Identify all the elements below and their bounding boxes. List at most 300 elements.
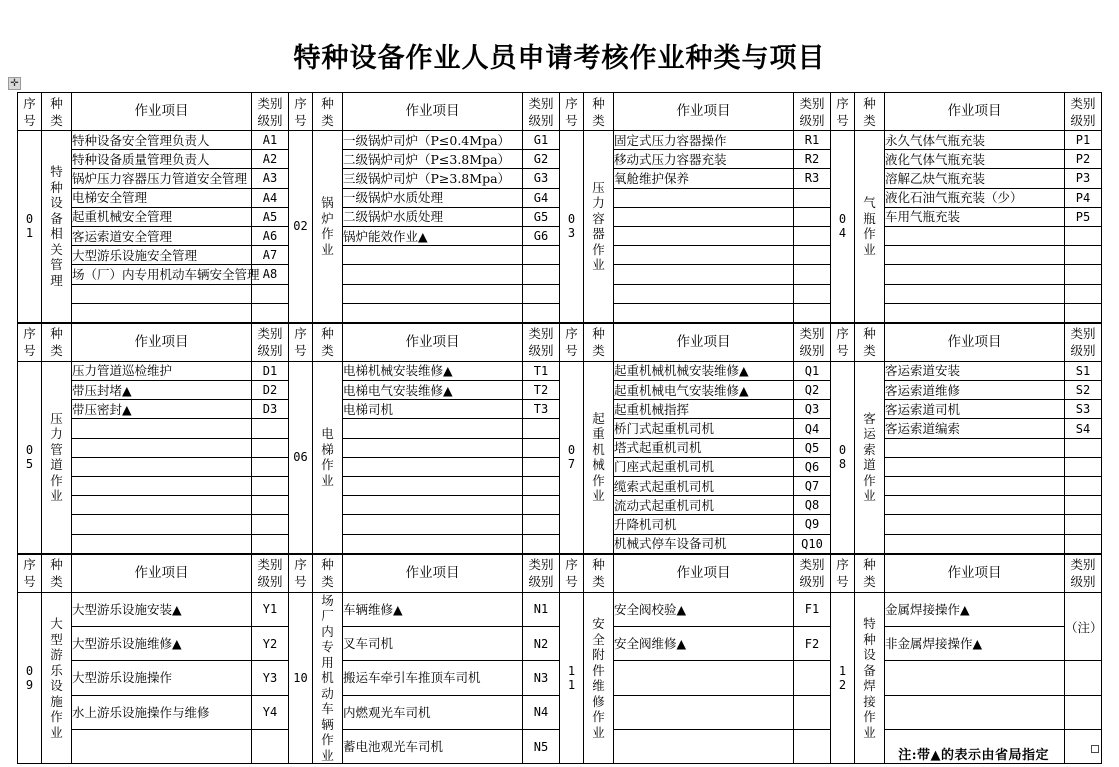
header-level-line2: 级别 <box>799 343 825 359</box>
level-cell: G4 <box>523 188 560 207</box>
item-cell: 大型游乐设施安装▲ <box>72 592 252 626</box>
header-level-line1: 类别 <box>257 326 283 342</box>
item-cell: 起重机械机械安装维修▲ <box>614 361 794 380</box>
kind-cell <box>855 361 885 553</box>
footnote: 注:带▲的表示由省局指定 <box>898 748 1049 763</box>
header-level-line1: 类别 <box>1070 326 1096 342</box>
item-cell <box>614 207 794 226</box>
item-cell: 二级锅炉司炉（P≤3.8Mpa） <box>343 150 523 169</box>
level-cell <box>794 246 831 265</box>
item-cell: 带压封堵▲ <box>72 381 252 400</box>
level-cell: Q5 <box>794 438 831 457</box>
header-kind <box>855 93 885 131</box>
item-cell: 特种设备质量管理负责人 <box>72 150 252 169</box>
header-seq-line1: 序 <box>836 557 849 573</box>
header-kind <box>584 93 614 131</box>
header-item: 作业项目 <box>885 93 1065 131</box>
kind-cell <box>584 131 614 323</box>
item-cell: 桥门式起重机司机 <box>614 419 794 438</box>
header-seq-line1: 序 <box>836 95 849 111</box>
header-item: 作业项目 <box>614 93 794 131</box>
seq-cell <box>289 131 313 323</box>
item-cell: 机械式停车设备司机 <box>614 534 794 553</box>
level-cell <box>1065 534 1102 553</box>
header-item: 作业项目 <box>614 323 794 361</box>
level-cell: G3 <box>523 169 560 188</box>
level-cell <box>1065 477 1102 496</box>
level-cell <box>1065 438 1102 457</box>
seq-value: 10 <box>293 671 308 685</box>
header-kind-line1: 种 <box>592 557 605 573</box>
header-seq-line1: 序 <box>565 326 578 342</box>
level-cell: N2 <box>523 627 560 661</box>
item-cell <box>343 246 523 265</box>
header-kind-line2: 类 <box>50 112 63 128</box>
level-cell: P4 <box>1065 188 1102 207</box>
item-cell: 起重机械指挥 <box>614 400 794 419</box>
item-cell <box>885 438 1065 457</box>
item-cell: 起重机械电气安装维修▲ <box>614 381 794 400</box>
seq-digit-1: 0 <box>567 212 576 227</box>
header-seq-line2: 号 <box>565 112 578 128</box>
level-cell <box>523 284 560 303</box>
table-row <box>18 361 1102 380</box>
seq-cell <box>560 592 584 764</box>
header-level-line2: 级别 <box>1070 343 1096 359</box>
level-cell: S1 <box>1065 361 1102 380</box>
seq-cell <box>289 592 313 764</box>
level-cell: F1 <box>794 592 831 626</box>
block-band <box>17 92 1102 323</box>
header-kind-line1: 种 <box>863 95 876 111</box>
header-kind <box>584 323 614 361</box>
item-cell <box>614 695 794 729</box>
item-cell <box>885 457 1065 476</box>
kind-label: 场厂内专用机动车辆作业 <box>321 592 334 763</box>
level-cell: Q4 <box>794 419 831 438</box>
item-cell: 二级锅炉水质处理 <box>343 207 523 226</box>
item-cell: 液化石油气瓶充装（少） <box>885 188 1065 207</box>
header-seq <box>560 554 584 592</box>
item-cell: 移动式压力容器充装 <box>614 150 794 169</box>
level-cell <box>252 284 289 303</box>
item-cell: 客运索道维修 <box>885 381 1065 400</box>
item-cell: 客运索道司机 <box>885 400 1065 419</box>
level-cell <box>523 246 560 265</box>
header-kind <box>584 554 614 592</box>
level-cell: Q9 <box>794 515 831 534</box>
header-level-line2: 级别 <box>528 343 554 359</box>
seq-digit-2: 8 <box>838 457 847 472</box>
level-cell: P1 <box>1065 131 1102 150</box>
header-level-line2: 级别 <box>1070 112 1096 128</box>
item-cell: 搬运车牵引车推顶车司机 <box>343 661 523 695</box>
header-item: 作业项目 <box>614 554 794 592</box>
header-level-line2: 级别 <box>257 343 283 359</box>
level-cell: G2 <box>523 150 560 169</box>
item-cell <box>614 265 794 284</box>
item-cell <box>343 515 523 534</box>
level-cell <box>794 661 831 695</box>
header-level-line1: 类别 <box>799 326 825 342</box>
seq-cell <box>560 131 584 323</box>
item-cell: 场（厂）内专用机动车辆安全管理 <box>72 265 252 284</box>
item-cell <box>72 303 252 322</box>
header-level <box>523 554 560 592</box>
kind-cell <box>42 131 72 323</box>
level-cell <box>1065 457 1102 476</box>
kind-cell <box>313 361 343 553</box>
item-cell: 流动式起重机司机 <box>614 496 794 515</box>
header-level-line1: 类别 <box>257 95 283 111</box>
table-row <box>18 592 1102 626</box>
seq-digit-2: 1 <box>25 226 34 241</box>
kind-label: 锅炉作业 <box>321 195 334 257</box>
item-cell <box>343 419 523 438</box>
item-cell <box>885 265 1065 284</box>
header-kind-line1: 种 <box>50 557 63 573</box>
item-cell: 带压密封▲ <box>72 400 252 419</box>
header-level-line1: 类别 <box>528 95 554 111</box>
item-cell: 溶解乙炔气瓶充装 <box>885 169 1065 188</box>
level-cell <box>1065 246 1102 265</box>
kind-cell <box>584 361 614 553</box>
level-cell: G6 <box>523 226 560 245</box>
header-row <box>18 323 1102 361</box>
item-cell: 压力管道巡检维护 <box>72 361 252 380</box>
level-cell: R3 <box>794 169 831 188</box>
kind-cell <box>584 592 614 764</box>
kind-label: 压力容器作业 <box>592 179 605 273</box>
page-title: 特种设备作业人员申请考核作业种类与项目 <box>293 43 826 74</box>
item-cell <box>885 284 1065 303</box>
header-level <box>794 93 831 131</box>
level-cell: Q6 <box>794 457 831 476</box>
item-cell <box>885 303 1065 322</box>
item-cell <box>72 496 252 515</box>
item-cell <box>885 226 1065 245</box>
header-level <box>1065 323 1102 361</box>
item-cell: 一级锅炉司炉（P≤0.4Mpa） <box>343 131 523 150</box>
kind-label: 电梯作业 <box>321 426 334 488</box>
seq-digit-1: 0 <box>25 443 34 458</box>
header-level <box>794 554 831 592</box>
header-kind-line2: 类 <box>863 343 876 359</box>
seq-cell <box>831 361 855 553</box>
level-cell: D2 <box>252 381 289 400</box>
header-seq <box>831 554 855 592</box>
level-cell <box>1065 265 1102 284</box>
header-seq <box>18 323 42 361</box>
level-cell: T2 <box>523 381 560 400</box>
table-resize-handle-icon[interactable] <box>1091 745 1099 753</box>
kind-label: 客运索道作业 <box>863 410 876 504</box>
header-seq-line2: 号 <box>836 112 849 128</box>
level-cell <box>523 265 560 284</box>
item-cell: 塔式起重机司机 <box>614 438 794 457</box>
header-seq-line1: 序 <box>836 326 849 342</box>
header-row <box>18 554 1102 592</box>
item-cell: 内燃观光车司机 <box>343 695 523 729</box>
seq-cell <box>831 131 855 323</box>
header-kind-line1: 种 <box>50 95 63 111</box>
level-cell <box>523 438 560 457</box>
item-cell <box>614 284 794 303</box>
seq-cell <box>831 592 855 764</box>
level-cell <box>1065 303 1102 322</box>
item-cell: 金属焊接操作▲ <box>885 592 1065 626</box>
header-seq-line1: 序 <box>23 95 36 111</box>
header-level <box>794 323 831 361</box>
block-band <box>17 323 1102 554</box>
header-seq-line1: 序 <box>294 326 307 342</box>
header-kind-line2: 类 <box>592 574 605 590</box>
seq-digit-1: 0 <box>838 443 847 458</box>
item-cell: 非金属焊接操作▲ <box>885 627 1065 661</box>
header-seq-line2: 号 <box>23 112 36 128</box>
item-cell: 大型游乐设施操作 <box>72 661 252 695</box>
header-kind <box>855 554 885 592</box>
header-seq <box>831 93 855 131</box>
header-seq-line1: 序 <box>565 557 578 573</box>
seq-digit-1: 0 <box>567 443 576 458</box>
header-kind-line2: 类 <box>863 574 876 590</box>
level-cell: P3 <box>1065 169 1102 188</box>
header-level <box>523 323 560 361</box>
level-cell: Y4 <box>252 695 289 729</box>
item-cell <box>72 534 252 553</box>
item-cell: 电梯安全管理 <box>72 188 252 207</box>
header-kind-line1: 种 <box>321 326 334 342</box>
header-level <box>252 554 289 592</box>
kind-cell <box>313 131 343 323</box>
header-kind <box>42 554 72 592</box>
header-level <box>252 93 289 131</box>
header-seq <box>18 554 42 592</box>
level-cell: Q3 <box>794 400 831 419</box>
level-cell <box>252 496 289 515</box>
seq-digit-1: 0 <box>25 664 34 678</box>
item-cell <box>72 284 252 303</box>
seq-digit-1: 0 <box>25 212 34 227</box>
header-seq-line2: 号 <box>565 574 578 590</box>
header-item: 作业项目 <box>72 93 252 131</box>
header-seq <box>18 93 42 131</box>
header-kind <box>313 323 343 361</box>
level-cell: R2 <box>794 150 831 169</box>
header-seq-line1: 序 <box>565 95 578 111</box>
level-cell <box>794 303 831 322</box>
seq-digit-2: 4 <box>838 226 847 241</box>
level-cell: G5 <box>523 207 560 226</box>
level-cell <box>523 477 560 496</box>
level-cell <box>794 695 831 729</box>
kind-cell <box>42 361 72 553</box>
item-cell <box>72 515 252 534</box>
item-cell: 电梯机械安装维修▲ <box>343 361 523 380</box>
header-seq-line2: 号 <box>565 343 578 359</box>
header-kind-line1: 种 <box>863 326 876 342</box>
level-cell: G1 <box>523 131 560 150</box>
level-cell <box>1065 695 1102 729</box>
item-cell: 氧舱维护保养 <box>614 169 794 188</box>
kind-label: 大型游乐设施作业 <box>50 616 63 740</box>
item-cell: 电梯司机 <box>343 400 523 419</box>
kind-label: 特种设备相关管理 <box>50 164 63 288</box>
item-cell: 大型游乐设施维修▲ <box>72 627 252 661</box>
header-kind-line1: 种 <box>321 557 334 573</box>
header-kind-line1: 种 <box>592 326 605 342</box>
level-cell <box>252 534 289 553</box>
level-cell <box>1065 226 1102 245</box>
level-cell <box>794 284 831 303</box>
header-item: 作业项目 <box>343 554 523 592</box>
kind-cell <box>42 592 72 764</box>
header-kind <box>313 93 343 131</box>
level-cell: N5 <box>523 729 560 763</box>
header-level-line1: 类别 <box>528 326 554 342</box>
item-cell <box>885 695 1065 729</box>
level-cell: S2 <box>1065 381 1102 400</box>
item-cell: 起重机械安全管理 <box>72 207 252 226</box>
header-seq-line2: 号 <box>23 574 36 590</box>
level-cell <box>252 419 289 438</box>
level-cell: S3 <box>1065 400 1102 419</box>
header-kind-line1: 种 <box>321 95 334 111</box>
header-kind <box>855 323 885 361</box>
header-seq-line2: 号 <box>836 574 849 590</box>
item-cell <box>885 496 1065 515</box>
header-kind <box>42 93 72 131</box>
level-cell <box>1065 496 1102 515</box>
item-cell: 叉车司机 <box>343 627 523 661</box>
header-level-line1: 类别 <box>799 557 825 573</box>
kind-cell <box>855 592 885 764</box>
item-cell: 固定式压力容器操作 <box>614 131 794 150</box>
seq-digit-2: 3 <box>567 226 576 241</box>
seq-value: 06 <box>293 450 308 465</box>
seq-value: 02 <box>293 219 308 234</box>
item-cell <box>343 438 523 457</box>
level-cell-merged: （注） <box>1065 592 1102 661</box>
level-cell <box>523 534 560 553</box>
level-cell: A7 <box>252 246 289 265</box>
seq-digit-2: 2 <box>838 678 847 692</box>
kind-label: 起重机械作业 <box>592 410 605 504</box>
seq-digit-1: 1 <box>567 664 576 678</box>
header-level-line1: 类别 <box>257 557 283 573</box>
level-cell: A4 <box>252 188 289 207</box>
header-kind-line2: 类 <box>863 112 876 128</box>
level-cell <box>794 207 831 226</box>
level-cell: Y2 <box>252 627 289 661</box>
item-cell: 车辆维修▲ <box>343 592 523 626</box>
item-cell: 水上游乐设施操作与维修 <box>72 695 252 729</box>
header-kind-line1: 种 <box>50 326 63 342</box>
level-cell <box>252 515 289 534</box>
item-cell <box>885 246 1065 265</box>
level-cell: T3 <box>523 400 560 419</box>
item-cell: 一级锅炉水质处理 <box>343 188 523 207</box>
item-cell: 客运索道编索 <box>885 419 1065 438</box>
seq-digit-2: 1 <box>567 678 576 692</box>
level-cell: F2 <box>794 627 831 661</box>
level-cell: A1 <box>252 131 289 150</box>
kind-label: 特种设备焊接作业 <box>863 616 876 740</box>
level-cell <box>252 303 289 322</box>
header-kind-line2: 类 <box>592 343 605 359</box>
item-cell: 安全阀校验▲ <box>614 592 794 626</box>
item-cell <box>885 477 1065 496</box>
level-cell: T1 <box>523 361 560 380</box>
level-cell: Q2 <box>794 381 831 400</box>
item-cell <box>614 246 794 265</box>
item-cell <box>885 661 1065 695</box>
item-cell <box>72 477 252 496</box>
header-item: 作业项目 <box>72 554 252 592</box>
header-seq <box>289 323 313 361</box>
header-level-line2: 级别 <box>257 574 283 590</box>
header-kind-line2: 类 <box>50 574 63 590</box>
level-cell: R1 <box>794 131 831 150</box>
table-move-handle-icon[interactable]: ✛ <box>8 77 21 90</box>
level-cell <box>523 419 560 438</box>
header-level-line1: 类别 <box>799 95 825 111</box>
item-cell: 液化气体气瓶充装 <box>885 150 1065 169</box>
seq-cell <box>18 361 42 553</box>
seq-digit-2: 9 <box>25 678 34 692</box>
level-cell <box>794 226 831 245</box>
item-cell: 电梯电气安装维修▲ <box>343 381 523 400</box>
header-kind <box>42 323 72 361</box>
item-cell: 锅炉压力容器压力管道安全管理 <box>72 169 252 188</box>
header-item: 作业项目 <box>343 323 523 361</box>
level-cell <box>523 496 560 515</box>
kind-cell <box>855 131 885 323</box>
seq-digit-2: 5 <box>25 457 34 472</box>
level-cell: D3 <box>252 400 289 419</box>
block-band <box>17 554 1102 765</box>
kind-label: 安全附件维修作业 <box>592 616 605 740</box>
level-cell <box>252 477 289 496</box>
item-cell <box>885 534 1065 553</box>
header-kind-line2: 类 <box>592 112 605 128</box>
header-level-line1: 类别 <box>1070 557 1096 573</box>
item-cell <box>72 438 252 457</box>
header-level <box>523 93 560 131</box>
level-cell: Y3 <box>252 661 289 695</box>
seq-digit-2: 7 <box>567 457 576 472</box>
item-cell <box>885 515 1065 534</box>
seq-cell <box>560 361 584 553</box>
item-cell: 缆索式起重机司机 <box>614 477 794 496</box>
item-cell: 安全阀维修▲ <box>614 627 794 661</box>
level-cell: Q1 <box>794 361 831 380</box>
seq-cell <box>18 592 42 764</box>
header-kind-line1: 种 <box>863 557 876 573</box>
item-cell: 升降机司机 <box>614 515 794 534</box>
header-kind-line2: 类 <box>321 574 334 590</box>
item-cell <box>343 534 523 553</box>
level-cell: N3 <box>523 661 560 695</box>
item-cell <box>72 457 252 476</box>
header-seq <box>289 554 313 592</box>
header-row <box>18 93 1102 131</box>
header-seq-line1: 序 <box>294 557 307 573</box>
item-cell <box>614 661 794 695</box>
seq-digit-1: 1 <box>838 664 847 678</box>
header-seq-line1: 序 <box>23 557 36 573</box>
